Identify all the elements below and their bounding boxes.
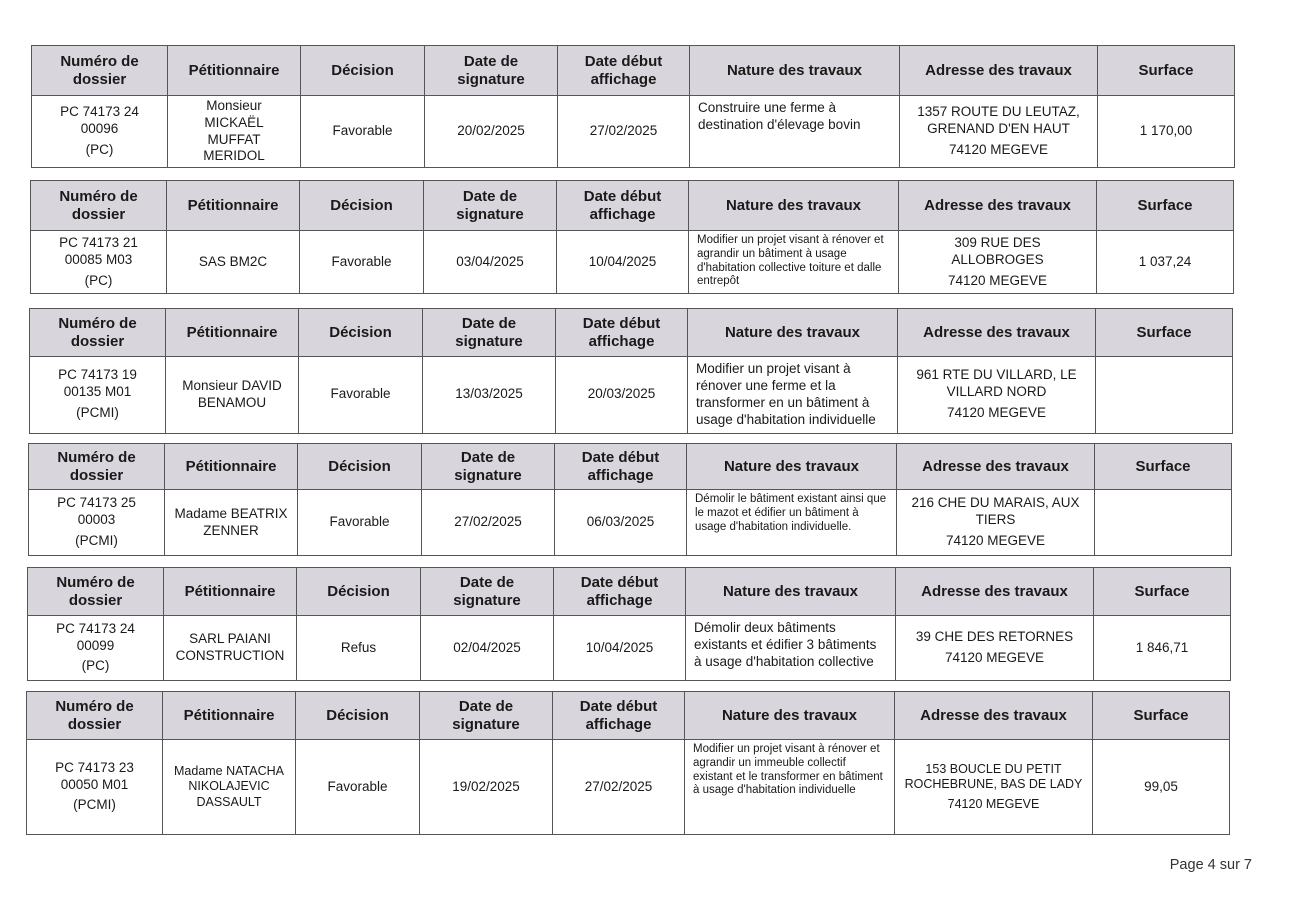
cell-adresse: [895, 740, 1093, 835]
permit-table-1: [31, 45, 1235, 168]
adresse-line: ALLOBROGES: [951, 251, 1044, 267]
header-surface: Surface: [1094, 568, 1231, 616]
header-decision: Décision: [301, 46, 425, 96]
numero-type: (PC): [81, 658, 110, 674]
adresse-line: ROCHEBRUNE, BAS DE LADY: [904, 777, 1083, 792]
adresse-ville: 74120 MEGEVE: [947, 272, 1048, 288]
header-numero: Numéro de dossier: [27, 692, 163, 740]
header-surface: Surface: [1093, 692, 1230, 740]
header-date-signature: Date de signature: [421, 568, 554, 616]
petitionnaire-line: CONSTRUCTION: [175, 648, 285, 663]
cell-surface: 1 037,24: [1097, 231, 1234, 294]
numero-line: PC 74173 24: [60, 104, 139, 120]
header-nature: Nature des travaux: [687, 444, 897, 490]
header-nature: Nature des travaux: [689, 181, 899, 231]
cell-decision: Favorable: [296, 740, 420, 835]
cell-adresse: [900, 96, 1098, 168]
cell-numero: [28, 616, 164, 681]
header-date-signature: Date de signature: [424, 181, 557, 231]
cell-decision: Favorable: [298, 490, 422, 556]
cell-date-affichage: 06/03/2025: [555, 490, 687, 556]
permit-table-2: [30, 180, 1234, 294]
numero-line: 00096: [80, 121, 119, 137]
cell-date-affichage: 10/04/2025: [554, 616, 686, 681]
cell-nature: Construire une ferme à destination d'élevage bovin: [690, 96, 900, 168]
table-row: [30, 357, 1233, 434]
table-header-row: [27, 692, 1230, 740]
cell-date-affichage: 27/02/2025: [553, 740, 685, 835]
petitionnaire-line: DASSAULT: [196, 794, 262, 809]
cell-numero: [32, 96, 168, 168]
cell-surface: 99,05: [1093, 740, 1230, 835]
cell-date-affichage: 10/04/2025: [557, 231, 689, 294]
cell-petitionnaire: [166, 357, 299, 434]
header-nature: Nature des travaux: [686, 568, 896, 616]
petitionnaire-line: Monsieur DAVID: [182, 377, 282, 393]
cell-petitionnaire: [165, 490, 298, 556]
cell-numero: [29, 490, 165, 556]
header-date-affichage: Date début affichage: [555, 444, 687, 490]
header-date-affichage: Date début affichage: [558, 46, 690, 96]
adresse-ville: 74120 MEGEVE: [944, 650, 1045, 665]
numero-line: PC 74173 25: [57, 495, 136, 511]
cell-date-signature: 27/02/2025: [422, 490, 555, 556]
cell-decision: Favorable: [300, 231, 424, 294]
cell-petitionnaire: [167, 231, 300, 294]
header-date-signature: Date de signature: [420, 692, 553, 740]
numero-type: (PCMI): [76, 405, 119, 421]
cell-date-signature: 13/03/2025: [423, 357, 556, 434]
cell-surface: 1 846,71: [1094, 616, 1231, 681]
table-row: [31, 231, 1234, 294]
adresse-ville: 74120 MEGEVE: [948, 141, 1049, 157]
cell-nature: Modifier un projet visant à rénover une ferme et la transformer en un bâtiment à usage d'habitation individuelle: [688, 357, 898, 434]
table-header-row: [30, 309, 1233, 357]
header-adresse: Adresse des travaux: [898, 309, 1096, 357]
petitionnaire-line: SAS BM2C: [198, 253, 268, 269]
permit-table-5: [27, 567, 1231, 681]
permit-table-3: [29, 308, 1233, 434]
cell-nature: Modifier un projet visant à rénover et agrandir un immeuble collectif existant et le transformer en bâtiment à usage d'habitation individuelle: [685, 740, 895, 835]
header-nature: Nature des travaux: [685, 692, 895, 740]
header-nature: Nature des travaux: [688, 309, 898, 357]
numero-line: 00135 M01: [63, 384, 132, 400]
numero-line: PC 74173 23: [55, 759, 134, 775]
cell-nature: Démolir le bâtiment existant ainsi que le mazot et édifier un bâtiment à usage d'habitation individuelle.: [687, 490, 897, 556]
cell-petitionnaire: [168, 96, 301, 168]
header-surface: Surface: [1095, 444, 1232, 490]
cell-nature: Démolir deux bâtiments existants et édifier 3 bâtiments à usage d'habitation collective: [686, 616, 896, 681]
adresse-line: 216 CHE DU MARAIS, AUX: [911, 495, 1080, 511]
header-petitionnaire: Pétitionnaire: [164, 568, 297, 616]
petitionnaire-line: BENAMOU: [197, 394, 267, 410]
table-row: [29, 490, 1232, 556]
numero-type: (PC): [85, 141, 114, 157]
cell-date-affichage: 27/02/2025: [558, 96, 690, 168]
table-header-row: [31, 181, 1234, 231]
numero-line: PC 74173 21: [59, 234, 138, 250]
header-decision: Décision: [300, 181, 424, 231]
numero-line: 00099: [76, 637, 115, 653]
header-adresse: Adresse des travaux: [896, 568, 1094, 616]
permit-table-4: [28, 443, 1232, 556]
header-adresse: Adresse des travaux: [895, 692, 1093, 740]
table-header-row: [29, 444, 1232, 490]
adresse-line: 153 BOUCLE DU PETIT: [925, 761, 1062, 776]
header-numero: Numéro de dossier: [28, 568, 164, 616]
numero-line: 00003: [77, 512, 116, 528]
header-petitionnaire: Pétitionnaire: [165, 444, 298, 490]
header-surface: Surface: [1098, 46, 1235, 96]
adresse-line: 961 RTE DU VILLARD, LE: [916, 367, 1077, 383]
header-petitionnaire: Pétitionnaire: [166, 309, 299, 357]
header-nature: Nature des travaux: [690, 46, 900, 96]
cell-petitionnaire: [163, 740, 296, 835]
adresse-line: VILLARD NORD: [946, 384, 1047, 400]
page-number: Page 4 sur 7: [1169, 857, 1252, 873]
header-decision: Décision: [299, 309, 423, 357]
header-numero: Numéro de dossier: [30, 309, 166, 357]
numero-line: PC 74173 24: [56, 620, 135, 636]
header-decision: Décision: [297, 568, 421, 616]
adresse-line: 1357 ROUTE DU LEUTAZ,: [917, 104, 1080, 120]
header-petitionnaire: Pétitionnaire: [163, 692, 296, 740]
header-date-affichage: Date début affichage: [554, 568, 686, 616]
header-date-signature: Date de signature: [422, 444, 555, 490]
petitionnaire-line: NIKOLAJEVIC: [188, 779, 270, 794]
cell-adresse: [898, 357, 1096, 434]
petitionnaire-line: Monsieur: [206, 97, 262, 113]
cell-numero: [31, 231, 167, 294]
cell-surface: [1095, 490, 1232, 556]
header-adresse: Adresse des travaux: [897, 444, 1095, 490]
cell-nature: Modifier un projet visant à rénover et agrandir un bâtiment à usage d'habitation collective toiture et dalle entrepôt: [689, 231, 899, 294]
petitionnaire-line: Madame BEATRIX: [174, 505, 288, 521]
cell-numero: [27, 740, 163, 835]
cell-surface: [1096, 357, 1233, 434]
header-date-signature: Date de signature: [423, 309, 556, 357]
numero-line: PC 74173 19: [58, 367, 137, 383]
petitionnaire-line: MERIDOL: [203, 148, 265, 164]
cell-date-signature: 19/02/2025: [420, 740, 553, 835]
header-numero: Numéro de dossier: [31, 181, 167, 231]
cell-adresse: [897, 490, 1095, 556]
permit-table-6: [26, 691, 1230, 835]
header-date-affichage: Date début affichage: [556, 309, 688, 357]
numero-line: 00050 M01: [60, 776, 129, 792]
cell-date-signature: 03/04/2025: [424, 231, 557, 294]
adresse-line: GRENAND D'EN HAUT: [927, 121, 1070, 137]
cell-decision: Favorable: [301, 96, 425, 168]
numero-type: (PC): [84, 272, 113, 288]
cell-date-affichage: 20/03/2025: [556, 357, 688, 434]
header-surface: Surface: [1096, 309, 1233, 357]
header-date-signature: Date de signature: [425, 46, 558, 96]
table-header-row: [32, 46, 1235, 96]
cell-numero: [30, 357, 166, 434]
header-surface: Surface: [1097, 181, 1234, 231]
adresse-ville: 74120 MEGEVE: [947, 796, 1040, 811]
header-petitionnaire: Pétitionnaire: [167, 181, 300, 231]
table-header-row: [28, 568, 1231, 616]
adresse-line: 309 RUE DES: [954, 234, 1041, 250]
cell-date-signature: 20/02/2025: [425, 96, 558, 168]
numero-type: (PCMI): [73, 797, 116, 813]
header-adresse: Adresse des travaux: [899, 181, 1097, 231]
adresse-line: 39 CHE DES RETORNES: [915, 629, 1074, 645]
header-petitionnaire: Pétitionnaire: [168, 46, 301, 96]
petitionnaire-line: SARL PAIANI: [189, 631, 271, 647]
cell-decision: Refus: [297, 616, 421, 681]
cell-surface: 1 170,00: [1098, 96, 1235, 168]
header-adresse: Adresse des travaux: [900, 46, 1098, 96]
adresse-ville: 74120 MEGEVE: [946, 405, 1047, 421]
table-row: [32, 96, 1235, 168]
header-numero: Numéro de dossier: [32, 46, 168, 96]
header-numero: Numéro de dossier: [29, 444, 165, 490]
header-decision: Décision: [296, 692, 420, 740]
cell-date-signature: 02/04/2025: [421, 616, 554, 681]
numero-type: (PCMI): [75, 532, 118, 548]
cell-petitionnaire: [164, 616, 297, 681]
header-decision: Décision: [298, 444, 422, 490]
petitionnaire-line: MICKAËL: [204, 114, 264, 130]
petitionnaire-line: ZENNER: [203, 522, 259, 538]
petitionnaire-line: Madame NATACHA: [174, 763, 284, 778]
header-date-affichage: Date début affichage: [553, 692, 685, 740]
table-row: [28, 616, 1231, 681]
cell-adresse: [899, 231, 1097, 294]
petitionnaire-line: MUFFAT: [207, 131, 261, 147]
numero-line: 00085 M03: [64, 251, 133, 267]
cell-decision: Favorable: [299, 357, 423, 434]
header-date-affichage: Date début affichage: [557, 181, 689, 231]
adresse-ville: 74120 MEGEVE: [945, 532, 1046, 548]
adresse-line: TIERS: [975, 512, 1016, 528]
cell-adresse: [896, 616, 1094, 681]
table-row: [27, 740, 1230, 835]
